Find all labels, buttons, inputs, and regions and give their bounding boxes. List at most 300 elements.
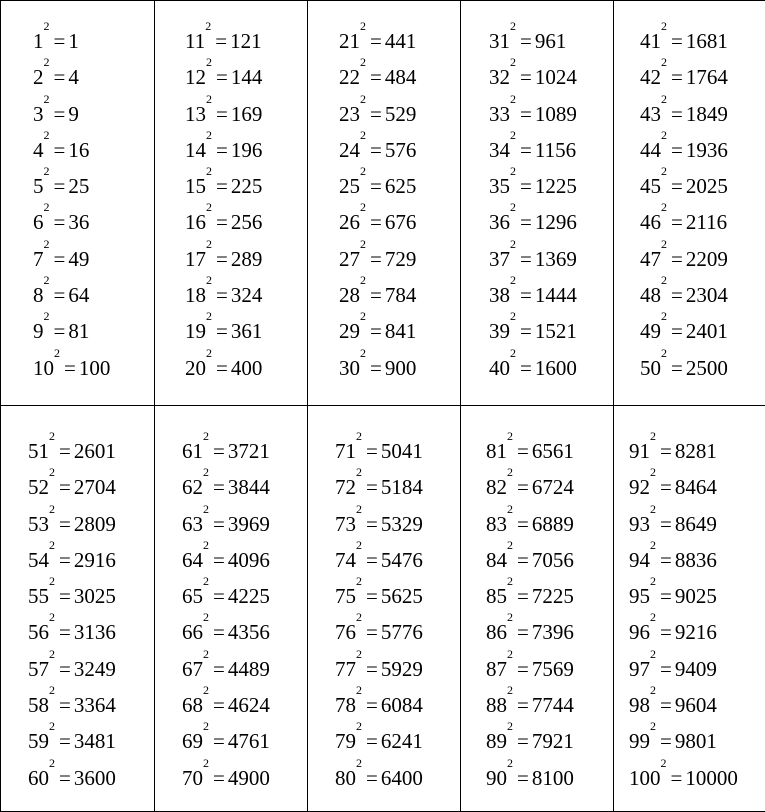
equals-sign: = bbox=[366, 210, 385, 234]
table-row bbox=[1, 406, 765, 812]
base-number: 34 bbox=[489, 138, 510, 162]
square-result: 8100 bbox=[532, 766, 574, 790]
square-entry bbox=[33, 277, 154, 313]
square-entry bbox=[335, 760, 460, 796]
square-result: 8836 bbox=[675, 548, 717, 572]
base-number: 7 bbox=[33, 247, 44, 271]
square-result: 9604 bbox=[675, 693, 717, 717]
equals-sign: = bbox=[212, 174, 231, 198]
equals-sign: = bbox=[656, 548, 675, 572]
base-number: 58 bbox=[28, 693, 49, 717]
exponent: 2 bbox=[661, 55, 667, 69]
square-result: 256 bbox=[231, 210, 263, 234]
base-number: 89 bbox=[486, 729, 507, 753]
square-entry bbox=[185, 277, 307, 313]
exponent: 2 bbox=[360, 164, 366, 178]
exponent: 2 bbox=[510, 237, 516, 251]
square-entry bbox=[486, 651, 613, 687]
base-number: 55 bbox=[28, 584, 49, 608]
square-entry bbox=[28, 651, 154, 687]
square-result: 64 bbox=[68, 283, 89, 307]
equals-sign: = bbox=[55, 548, 74, 572]
equals-sign: = bbox=[516, 356, 535, 380]
base-number: 70 bbox=[182, 766, 203, 790]
square-result: 2916 bbox=[74, 548, 116, 572]
square-result: 729 bbox=[385, 247, 417, 271]
equals-sign: = bbox=[513, 548, 532, 572]
square-result: 7921 bbox=[532, 729, 574, 753]
equals-sign: = bbox=[55, 512, 74, 536]
base-number: 69 bbox=[182, 729, 203, 753]
equals-sign: = bbox=[513, 439, 532, 463]
square-result: 1024 bbox=[535, 65, 577, 89]
exponent: 2 bbox=[510, 19, 516, 33]
equals-sign: = bbox=[513, 512, 532, 536]
equals-sign: = bbox=[362, 512, 381, 536]
base-number: 36 bbox=[489, 210, 510, 234]
table-cell bbox=[1, 1, 155, 406]
exponent: 2 bbox=[510, 128, 516, 142]
exponent: 2 bbox=[356, 429, 362, 443]
square-result: 5929 bbox=[381, 657, 423, 681]
square-entry bbox=[629, 469, 765, 505]
base-number: 23 bbox=[339, 102, 360, 126]
square-entry bbox=[335, 723, 460, 759]
base-number: 50 bbox=[640, 356, 661, 380]
square-entry bbox=[28, 687, 154, 723]
exponent: 2 bbox=[356, 683, 362, 697]
equals-sign: = bbox=[50, 138, 69, 162]
square-result: 2304 bbox=[686, 283, 728, 307]
exponent: 2 bbox=[650, 683, 656, 697]
exponent: 2 bbox=[661, 273, 667, 287]
base-number: 92 bbox=[629, 475, 650, 499]
exponent: 2 bbox=[206, 164, 212, 178]
base-number: 64 bbox=[182, 548, 203, 572]
equals-sign: = bbox=[55, 766, 74, 790]
exponent: 2 bbox=[507, 538, 513, 552]
square-entry bbox=[640, 132, 765, 168]
square-entry bbox=[489, 277, 613, 313]
exponent: 2 bbox=[205, 19, 211, 33]
square-result: 7744 bbox=[532, 693, 574, 717]
exponent: 2 bbox=[206, 55, 212, 69]
exponent: 2 bbox=[44, 200, 50, 214]
equals-sign: = bbox=[656, 475, 675, 499]
square-result: 196 bbox=[231, 138, 263, 162]
equals-sign: = bbox=[212, 102, 231, 126]
square-result: 2209 bbox=[686, 247, 728, 271]
exponent: 2 bbox=[650, 610, 656, 624]
square-result: 3364 bbox=[74, 693, 116, 717]
base-number: 97 bbox=[629, 657, 650, 681]
exponent: 2 bbox=[356, 719, 362, 733]
square-entry bbox=[182, 760, 307, 796]
equals-sign: = bbox=[366, 356, 385, 380]
exponent: 2 bbox=[49, 610, 55, 624]
base-number: 66 bbox=[182, 620, 203, 644]
base-number: 48 bbox=[640, 283, 661, 307]
base-number: 25 bbox=[339, 174, 360, 198]
square-entry bbox=[182, 433, 307, 469]
exponent: 2 bbox=[661, 237, 667, 251]
base-number: 79 bbox=[335, 729, 356, 753]
equals-sign: = bbox=[366, 102, 385, 126]
base-number: 72 bbox=[335, 475, 356, 499]
base-number: 73 bbox=[335, 512, 356, 536]
base-number: 80 bbox=[335, 766, 356, 790]
table-cell bbox=[308, 406, 461, 812]
square-result: 3025 bbox=[74, 584, 116, 608]
equals-sign: = bbox=[516, 210, 535, 234]
square-entry bbox=[640, 204, 765, 240]
exponent: 2 bbox=[203, 538, 209, 552]
equals-sign: = bbox=[212, 356, 231, 380]
square-entry bbox=[489, 23, 613, 59]
square-entry bbox=[335, 651, 460, 687]
exponent: 2 bbox=[44, 273, 50, 287]
square-result: 5776 bbox=[381, 620, 423, 644]
square-entry bbox=[339, 168, 460, 204]
exponent: 2 bbox=[356, 465, 362, 479]
equals-sign: = bbox=[209, 548, 228, 572]
base-number: 39 bbox=[489, 319, 510, 343]
square-result: 121 bbox=[230, 29, 262, 53]
square-entry bbox=[33, 168, 154, 204]
equals-sign: = bbox=[656, 584, 675, 608]
exponent: 2 bbox=[356, 538, 362, 552]
exponent: 2 bbox=[44, 237, 50, 251]
exponent: 2 bbox=[650, 719, 656, 733]
equals-sign: = bbox=[362, 548, 381, 572]
square-entry bbox=[182, 578, 307, 614]
equals-sign: = bbox=[516, 319, 535, 343]
square-result: 9801 bbox=[675, 729, 717, 753]
square-entry bbox=[640, 96, 765, 132]
square-result: 6889 bbox=[532, 512, 574, 536]
square-result: 1764 bbox=[686, 65, 728, 89]
base-number: 56 bbox=[28, 620, 49, 644]
square-entry bbox=[629, 542, 765, 578]
square-entry bbox=[185, 168, 307, 204]
square-entry bbox=[185, 23, 307, 59]
equals-sign: = bbox=[513, 729, 532, 753]
base-number: 65 bbox=[182, 584, 203, 608]
equals-sign: = bbox=[656, 439, 675, 463]
exponent: 2 bbox=[206, 237, 212, 251]
square-entry bbox=[335, 506, 460, 542]
exponent: 2 bbox=[360, 273, 366, 287]
square-result: 4225 bbox=[228, 584, 270, 608]
base-number: 9 bbox=[33, 319, 44, 343]
base-number: 94 bbox=[629, 548, 650, 572]
exponent: 2 bbox=[510, 346, 516, 360]
square-result: 6561 bbox=[532, 439, 574, 463]
equals-sign: = bbox=[50, 29, 69, 53]
equals-sign: = bbox=[55, 729, 74, 753]
exponent: 2 bbox=[44, 164, 50, 178]
base-number: 75 bbox=[335, 584, 356, 608]
square-entry bbox=[640, 168, 765, 204]
base-number: 16 bbox=[185, 210, 206, 234]
square-entry bbox=[335, 542, 460, 578]
base-number: 88 bbox=[486, 693, 507, 717]
square-result: 5476 bbox=[381, 548, 423, 572]
exponent: 2 bbox=[360, 200, 366, 214]
square-entry bbox=[489, 313, 613, 349]
equals-sign: = bbox=[209, 766, 228, 790]
exponent: 2 bbox=[360, 92, 366, 106]
base-number: 99 bbox=[629, 729, 650, 753]
base-number: 43 bbox=[640, 102, 661, 126]
square-entry bbox=[640, 277, 765, 313]
square-result: 16 bbox=[68, 138, 89, 162]
exponent: 2 bbox=[54, 346, 60, 360]
square-entry bbox=[33, 132, 154, 168]
equals-sign: = bbox=[362, 693, 381, 717]
square-entry bbox=[185, 241, 307, 277]
equals-sign: = bbox=[50, 283, 69, 307]
exponent: 2 bbox=[510, 92, 516, 106]
square-result: 3721 bbox=[228, 439, 270, 463]
base-number: 49 bbox=[640, 319, 661, 343]
square-result: 3844 bbox=[228, 475, 270, 499]
equals-sign: = bbox=[209, 729, 228, 753]
base-number: 31 bbox=[489, 29, 510, 53]
square-result: 8281 bbox=[675, 439, 717, 463]
equals-sign: = bbox=[516, 29, 535, 53]
exponent: 2 bbox=[203, 429, 209, 443]
square-result: 1369 bbox=[535, 247, 577, 271]
exponent: 2 bbox=[510, 309, 516, 323]
equals-sign: = bbox=[513, 693, 532, 717]
square-result: 841 bbox=[385, 319, 417, 343]
square-result: 100 bbox=[79, 356, 111, 380]
equals-sign: = bbox=[209, 512, 228, 536]
square-entry bbox=[486, 433, 613, 469]
square-entry bbox=[182, 506, 307, 542]
base-number: 51 bbox=[28, 439, 49, 463]
base-number: 29 bbox=[339, 319, 360, 343]
base-number: 3 bbox=[33, 102, 44, 126]
table-cell bbox=[461, 1, 614, 406]
square-entry bbox=[640, 313, 765, 349]
base-number: 44 bbox=[640, 138, 661, 162]
equals-sign: = bbox=[667, 102, 686, 126]
square-entry bbox=[629, 506, 765, 542]
square-result: 1849 bbox=[686, 102, 728, 126]
square-result: 6241 bbox=[381, 729, 423, 753]
equals-sign: = bbox=[667, 319, 686, 343]
equals-sign: = bbox=[362, 729, 381, 753]
base-number: 63 bbox=[182, 512, 203, 536]
exponent: 2 bbox=[44, 92, 50, 106]
exponent: 2 bbox=[360, 237, 366, 251]
exponent: 2 bbox=[661, 128, 667, 142]
exponent: 2 bbox=[661, 200, 667, 214]
square-result: 324 bbox=[231, 283, 263, 307]
square-result: 9 bbox=[68, 102, 79, 126]
square-result: 9409 bbox=[675, 657, 717, 681]
table-cell bbox=[614, 1, 765, 406]
square-entry bbox=[339, 313, 460, 349]
exponent: 2 bbox=[49, 465, 55, 479]
square-entry bbox=[28, 760, 154, 796]
square-result: 5041 bbox=[381, 439, 423, 463]
square-entry bbox=[185, 350, 307, 386]
base-number: 30 bbox=[339, 356, 360, 380]
base-number: 86 bbox=[486, 620, 507, 644]
square-result: 1444 bbox=[535, 283, 577, 307]
square-result: 484 bbox=[385, 65, 417, 89]
exponent: 2 bbox=[206, 92, 212, 106]
equals-sign: = bbox=[212, 247, 231, 271]
equals-sign: = bbox=[209, 584, 228, 608]
equals-sign: = bbox=[516, 283, 535, 307]
equals-sign: = bbox=[656, 620, 675, 644]
square-entry bbox=[33, 241, 154, 277]
equals-sign: = bbox=[366, 65, 385, 89]
exponent: 2 bbox=[360, 309, 366, 323]
equals-sign: = bbox=[50, 247, 69, 271]
square-entry bbox=[335, 469, 460, 505]
exponent: 2 bbox=[650, 538, 656, 552]
equals-sign: = bbox=[513, 766, 532, 790]
square-result: 1225 bbox=[535, 174, 577, 198]
square-result: 961 bbox=[535, 29, 567, 53]
square-entry bbox=[339, 204, 460, 240]
base-number: 13 bbox=[185, 102, 206, 126]
equals-sign: = bbox=[366, 29, 385, 53]
base-number: 42 bbox=[640, 65, 661, 89]
base-number: 33 bbox=[489, 102, 510, 126]
square-result: 81 bbox=[68, 319, 89, 343]
table-row bbox=[1, 1, 765, 406]
exponent: 2 bbox=[360, 19, 366, 33]
exponent: 2 bbox=[360, 346, 366, 360]
equals-sign: = bbox=[513, 657, 532, 681]
exponent: 2 bbox=[203, 574, 209, 588]
table-cell bbox=[155, 406, 308, 812]
equals-sign: = bbox=[212, 138, 231, 162]
square-result: 2116 bbox=[686, 210, 727, 234]
square-entry bbox=[28, 433, 154, 469]
equals-sign: = bbox=[667, 65, 686, 89]
base-number: 26 bbox=[339, 210, 360, 234]
equals-sign: = bbox=[209, 475, 228, 499]
square-result: 144 bbox=[231, 65, 263, 89]
base-number: 45 bbox=[640, 174, 661, 198]
equals-sign: = bbox=[212, 319, 231, 343]
equals-sign: = bbox=[212, 283, 231, 307]
square-result: 3249 bbox=[74, 657, 116, 681]
base-number: 95 bbox=[629, 584, 650, 608]
base-number: 83 bbox=[486, 512, 507, 536]
equals-sign: = bbox=[362, 439, 381, 463]
square-entry bbox=[33, 59, 154, 95]
square-result: 625 bbox=[385, 174, 417, 198]
exponent: 2 bbox=[49, 574, 55, 588]
exponent: 2 bbox=[44, 309, 50, 323]
square-entry bbox=[339, 277, 460, 313]
square-result: 7056 bbox=[532, 548, 574, 572]
base-number: 74 bbox=[335, 548, 356, 572]
base-number: 22 bbox=[339, 65, 360, 89]
square-entry bbox=[33, 23, 154, 59]
square-result: 1521 bbox=[535, 319, 577, 343]
base-number: 2 bbox=[33, 65, 44, 89]
equals-sign: = bbox=[362, 657, 381, 681]
base-number: 21 bbox=[339, 29, 360, 53]
base-number: 53 bbox=[28, 512, 49, 536]
base-number: 5 bbox=[33, 174, 44, 198]
square-result: 4624 bbox=[228, 693, 270, 717]
exponent: 2 bbox=[661, 346, 667, 360]
exponent: 2 bbox=[206, 309, 212, 323]
base-number: 24 bbox=[339, 138, 360, 162]
table-cell bbox=[461, 406, 614, 812]
exponent: 2 bbox=[661, 756, 667, 770]
base-number: 47 bbox=[640, 247, 661, 271]
base-number: 87 bbox=[486, 657, 507, 681]
square-result: 2500 bbox=[686, 356, 728, 380]
square-result: 1296 bbox=[535, 210, 577, 234]
exponent: 2 bbox=[510, 55, 516, 69]
square-entry bbox=[486, 760, 613, 796]
square-entry bbox=[335, 687, 460, 723]
square-entry bbox=[339, 59, 460, 95]
square-entry bbox=[28, 578, 154, 614]
exponent: 2 bbox=[356, 610, 362, 624]
square-result: 2809 bbox=[74, 512, 116, 536]
square-result: 289 bbox=[231, 247, 263, 271]
exponent: 2 bbox=[356, 647, 362, 661]
square-entry bbox=[486, 723, 613, 759]
base-number: 37 bbox=[489, 247, 510, 271]
square-entry bbox=[339, 350, 460, 386]
base-number: 85 bbox=[486, 584, 507, 608]
square-entry bbox=[486, 542, 613, 578]
exponent: 2 bbox=[661, 92, 667, 106]
equals-sign: = bbox=[513, 620, 532, 644]
exponent: 2 bbox=[661, 19, 667, 33]
equals-sign: = bbox=[55, 657, 74, 681]
square-entry bbox=[182, 651, 307, 687]
equals-sign: = bbox=[516, 65, 535, 89]
square-result: 441 bbox=[385, 29, 417, 53]
square-result: 10000 bbox=[685, 766, 738, 790]
exponent: 2 bbox=[49, 719, 55, 733]
exponent: 2 bbox=[49, 756, 55, 770]
square-result: 361 bbox=[231, 319, 263, 343]
exponent: 2 bbox=[507, 719, 513, 733]
square-result: 2025 bbox=[686, 174, 728, 198]
square-entry bbox=[335, 578, 460, 614]
base-number: 84 bbox=[486, 548, 507, 572]
exponent: 2 bbox=[49, 683, 55, 697]
base-number: 1 bbox=[33, 29, 44, 53]
base-number: 15 bbox=[185, 174, 206, 198]
square-entry bbox=[185, 132, 307, 168]
square-result: 2601 bbox=[74, 439, 116, 463]
square-entry bbox=[629, 687, 765, 723]
base-number: 96 bbox=[629, 620, 650, 644]
square-entry bbox=[182, 614, 307, 650]
square-result: 1089 bbox=[535, 102, 577, 126]
square-entry bbox=[629, 723, 765, 759]
square-result: 6724 bbox=[532, 475, 574, 499]
square-result: 4 bbox=[68, 65, 79, 89]
